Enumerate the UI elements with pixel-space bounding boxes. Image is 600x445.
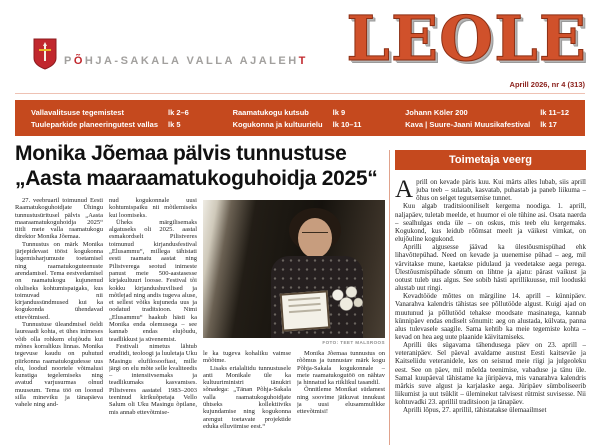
- headline-line-2: „Aasta maaraamatukoguhoidja 2025“: [15, 167, 378, 190]
- tagline-part: HJA-SAKALA VALLA AJALEH: [84, 55, 299, 67]
- issue-date: Aprill 2026, nr 4 (313): [509, 80, 585, 89]
- article-column-3: [203, 350, 291, 445]
- article-headline: [15, 141, 390, 191]
- photo-flowers: [331, 286, 365, 316]
- index-item-label: Vallavalitsuse tegemistest: [31, 107, 124, 117]
- editor-column: [395, 150, 586, 445]
- article-paragraph: Tunnustus on märk Monika järjepidevast tööst kogukonna lugemisharjumuste toetamisel ning raamatukoguteenuste arendamisel. Tema eestvedamisel on raamatukogu kujunenud oluliseks kohtumispaigaks, kus toimuvad nii kirjandussündmused kui ka kogukonda ühendavad ettevõtmised.: [15, 240, 103, 321]
- index-item-page: lk 2–6: [167, 107, 189, 117]
- article-paragraph: Monika Jõemaa tunnustus on rõõmus ja tunnustav märk kogu Põhja-Sakala kogukonnale – meie raamatukogutöö on nähtav ja hinnatud ka riiklikul tasandil.: [297, 350, 385, 387]
- editor-paragraph: Aprilli lõpus, 27. aprillil, tähistatakse ülemaailmset: [403, 406, 547, 415]
- index-item-label: Tuuleparkide planeeringutest vallas: [31, 119, 158, 129]
- photo-caption: FOTO: TEET MALSROOS: [322, 340, 385, 345]
- index-item-page: lk 5: [167, 119, 181, 129]
- index-item-page: lk 11–12: [540, 107, 569, 117]
- article-column-4: [297, 350, 385, 445]
- index-group: [31, 108, 189, 129]
- index-group: [233, 108, 362, 129]
- editor-column-title: Toimetaja veerg: [395, 150, 586, 170]
- editor-paragraph: Kuu algab traditsiooniliselt kergema noodiga. 1. aprill, naljapäev, tuletab meelde, et huumor ei ole tühine asi. Osata naerda – sealhulgas enda üle – on oskus, mis teeb elu kergemaks. Kogukond, kus leidub rõõmsat meelt ja väikest vimkat, on elujõuline kogukond.: [395, 202, 586, 244]
- photo-person-face: [298, 218, 332, 258]
- photo-certificate: [280, 290, 331, 331]
- article-paragraph: le ka tugeva kohaliku vaimse mõõtme.: [203, 350, 291, 365]
- editor-paragraph: Aprilli üks sügavama tähendusega päev on 23. aprill – veteranipäev. Sel päeval avaldame austust Eesti kaitseväe ja Kaitseliidu veteranidele, kes on seisnud meie riigi ja julgeoleku eest. See on päev, mil mõelda teenimise, vabaduse ja tänu üle. Samal kuupäeval tähistame ka jüripäeva, mis vanarahva kalendris märkis suve algust ja karjalaske aega. Jüripäev sümboliseerib liikumist ja uut tsüklit – üleminekut talvisest rütmist suvisesse. Nii kohtuvadki 23. aprillil traditsioon ja tänapäev.: [395, 341, 586, 407]
- index-item-page: lk 17: [540, 119, 557, 129]
- coat-of-arms-icon: [33, 38, 57, 70]
- article-paragraph: nud kogukonnale uusi kohtumispaiku nii mõtlemiseks kui loomiseks.: [109, 197, 197, 219]
- headline-line-1: Monika Jõemaa pälvis tunnustuse: [15, 142, 347, 165]
- tagline-accent-letter: T: [298, 55, 308, 67]
- tagline-accent-letter: Õ: [73, 55, 85, 67]
- editor-paragraph-text: prill on kevade päris kuu. Kui märts alles lubab, siis aprill juba teeb – sulatab, kasvatab, puhastab ja paneb liikuma – õhus on selget tegutsemise tunnet.: [416, 178, 586, 203]
- article-column-1: [15, 197, 103, 445]
- tagline-part: P: [64, 55, 74, 67]
- article-paragraph: Tunnustuse üleandmisel öeldi laureaadi kohta, et ühes inimeses võib olla rohkem elujõudu kui mõnes korralikus linnas. Monika tegevuse kaudu on puhutud piirkonna raamatukogudesse uus elu, loodud noortele võimalusi kunstiga tegelemiseks ning avatud varjusurmas olnud muuseum. Tema töö on loonud silla mineviku ja tänapäeva vahele ning and-: [15, 321, 103, 409]
- editor-paragraph: Aprilli algusesse jäävad ka ülestõusmispühad ehk lihavõttepühad. Need on kevade ja uuenemise pühad – aeg, mil värvitakse mune, kaetakse pidulaud ja veedetakse aega perega. Ülestõusmispühade sõnum on lihtne ja ajatu: pärast vaikust ja ootust tuleb uus algus. See sobib hästi aprillikuusse, mil looduski alustab uut ringi.: [395, 243, 586, 293]
- editor-paragraph: [395, 178, 586, 202]
- front-page-index-banner: [15, 100, 585, 136]
- index-group: [405, 108, 569, 129]
- article-column-2: [109, 197, 197, 445]
- article-paragraph: Üheks märgilisemaks algatuseks oli 2025. aastal esmakordselt Pilistveres toimunud kirjandusfestival „Elusammu“, millega tähistati eesti raamatu aastat ning Pilistverega seotud inimeste panust meie 500-aastasesse kirjakultuuri loosse. Festival tõi kokku kirjandushuvilised ja mõtlejad ning andis tugeva aluse, et sellest võiks kujuneda uus ja oodatud traditsioon. Nimi „Elusammu“ haakub hästi ka Monika enda olemusega – see kannab endas elujõudu, teadlikkust ja süvenemist.: [109, 218, 197, 343]
- article-paragraph: Lisaks erialaliidu tunnustusele anti Monikale üle ka kultuuriministri tänukiri sõnadega: „Tänan Põhja-Sakala valla raamatukoguhoidjate ühtseks kollektiiviks kujundamise ning kogukonna arengut toetavate projektide eduka elluviimise eest.“: [203, 364, 291, 430]
- index-item-page: lk 9: [332, 107, 346, 117]
- article-paragraph: Õnnitleme Monikat südamest ning soovime jätkuvat innukust ja uusi elusammulikke ettevõtmisi!: [297, 386, 385, 416]
- photo-person-glasses: [302, 232, 328, 238]
- index-item-label: Raamatukogu kutsub: [232, 107, 309, 117]
- index-item-label: Kogukonna ja kultuurielu: [232, 119, 323, 129]
- article-paragraph: 27. veebruaril toimunud Eesti Raamatukoguhoidjate Ühingu tunnustusüritusel pälvis „Aasta maaraamatukoguhoidja 2025“ tiitli meie valla raamatukogu direktor Monika Jõemaa.: [15, 197, 103, 241]
- article-paragraph: Festivali nimetus lähtub erudiidi, teoloogi ja luuletaja Uku Masingu elufilosoofiast, mille järgi on elu mõte selle kvaliteedis – intensiivsemaks ja teadlikumaks kasvamises. Pilistveres aastatel 1983–2003 teeninud kirikuõpetaja Vello Salum oli Uku Masingu õpilane, mis annab ettevõtmise-: [109, 342, 197, 416]
- sidebar-divider: [389, 150, 390, 445]
- editor-paragraph: Kevadtööde mõttes on märgiline 14. aprill – künnipäev. Vanarahva kalendris tähistas see põllutööde algust. Kuigi ajad on muutunud ja põllutööd tehakse moodsate masinatega, kannab künnipäev endas endiselt sõnumit: aeg on alustada, külvata, panna alus tulevasele saagile. Sama kehtib ka meie tegemiste kohta – kevad on hea aeg uute plaanide käivitamiseks.: [395, 292, 586, 341]
- index-item-page: lk 10–11: [332, 119, 362, 129]
- newspaper-tagline: [64, 55, 308, 67]
- index-item-label: Johann Köler 200: [405, 107, 468, 117]
- index-item-label: Kava | Suure-Jaani Muusikafestival: [405, 119, 531, 129]
- editor-column-body: [395, 178, 586, 445]
- newspaper-logo: LEOLE: [346, 2, 587, 75]
- masthead-divider: [15, 93, 585, 94]
- award-photo: [203, 200, 385, 338]
- drop-cap: A: [395, 178, 414, 203]
